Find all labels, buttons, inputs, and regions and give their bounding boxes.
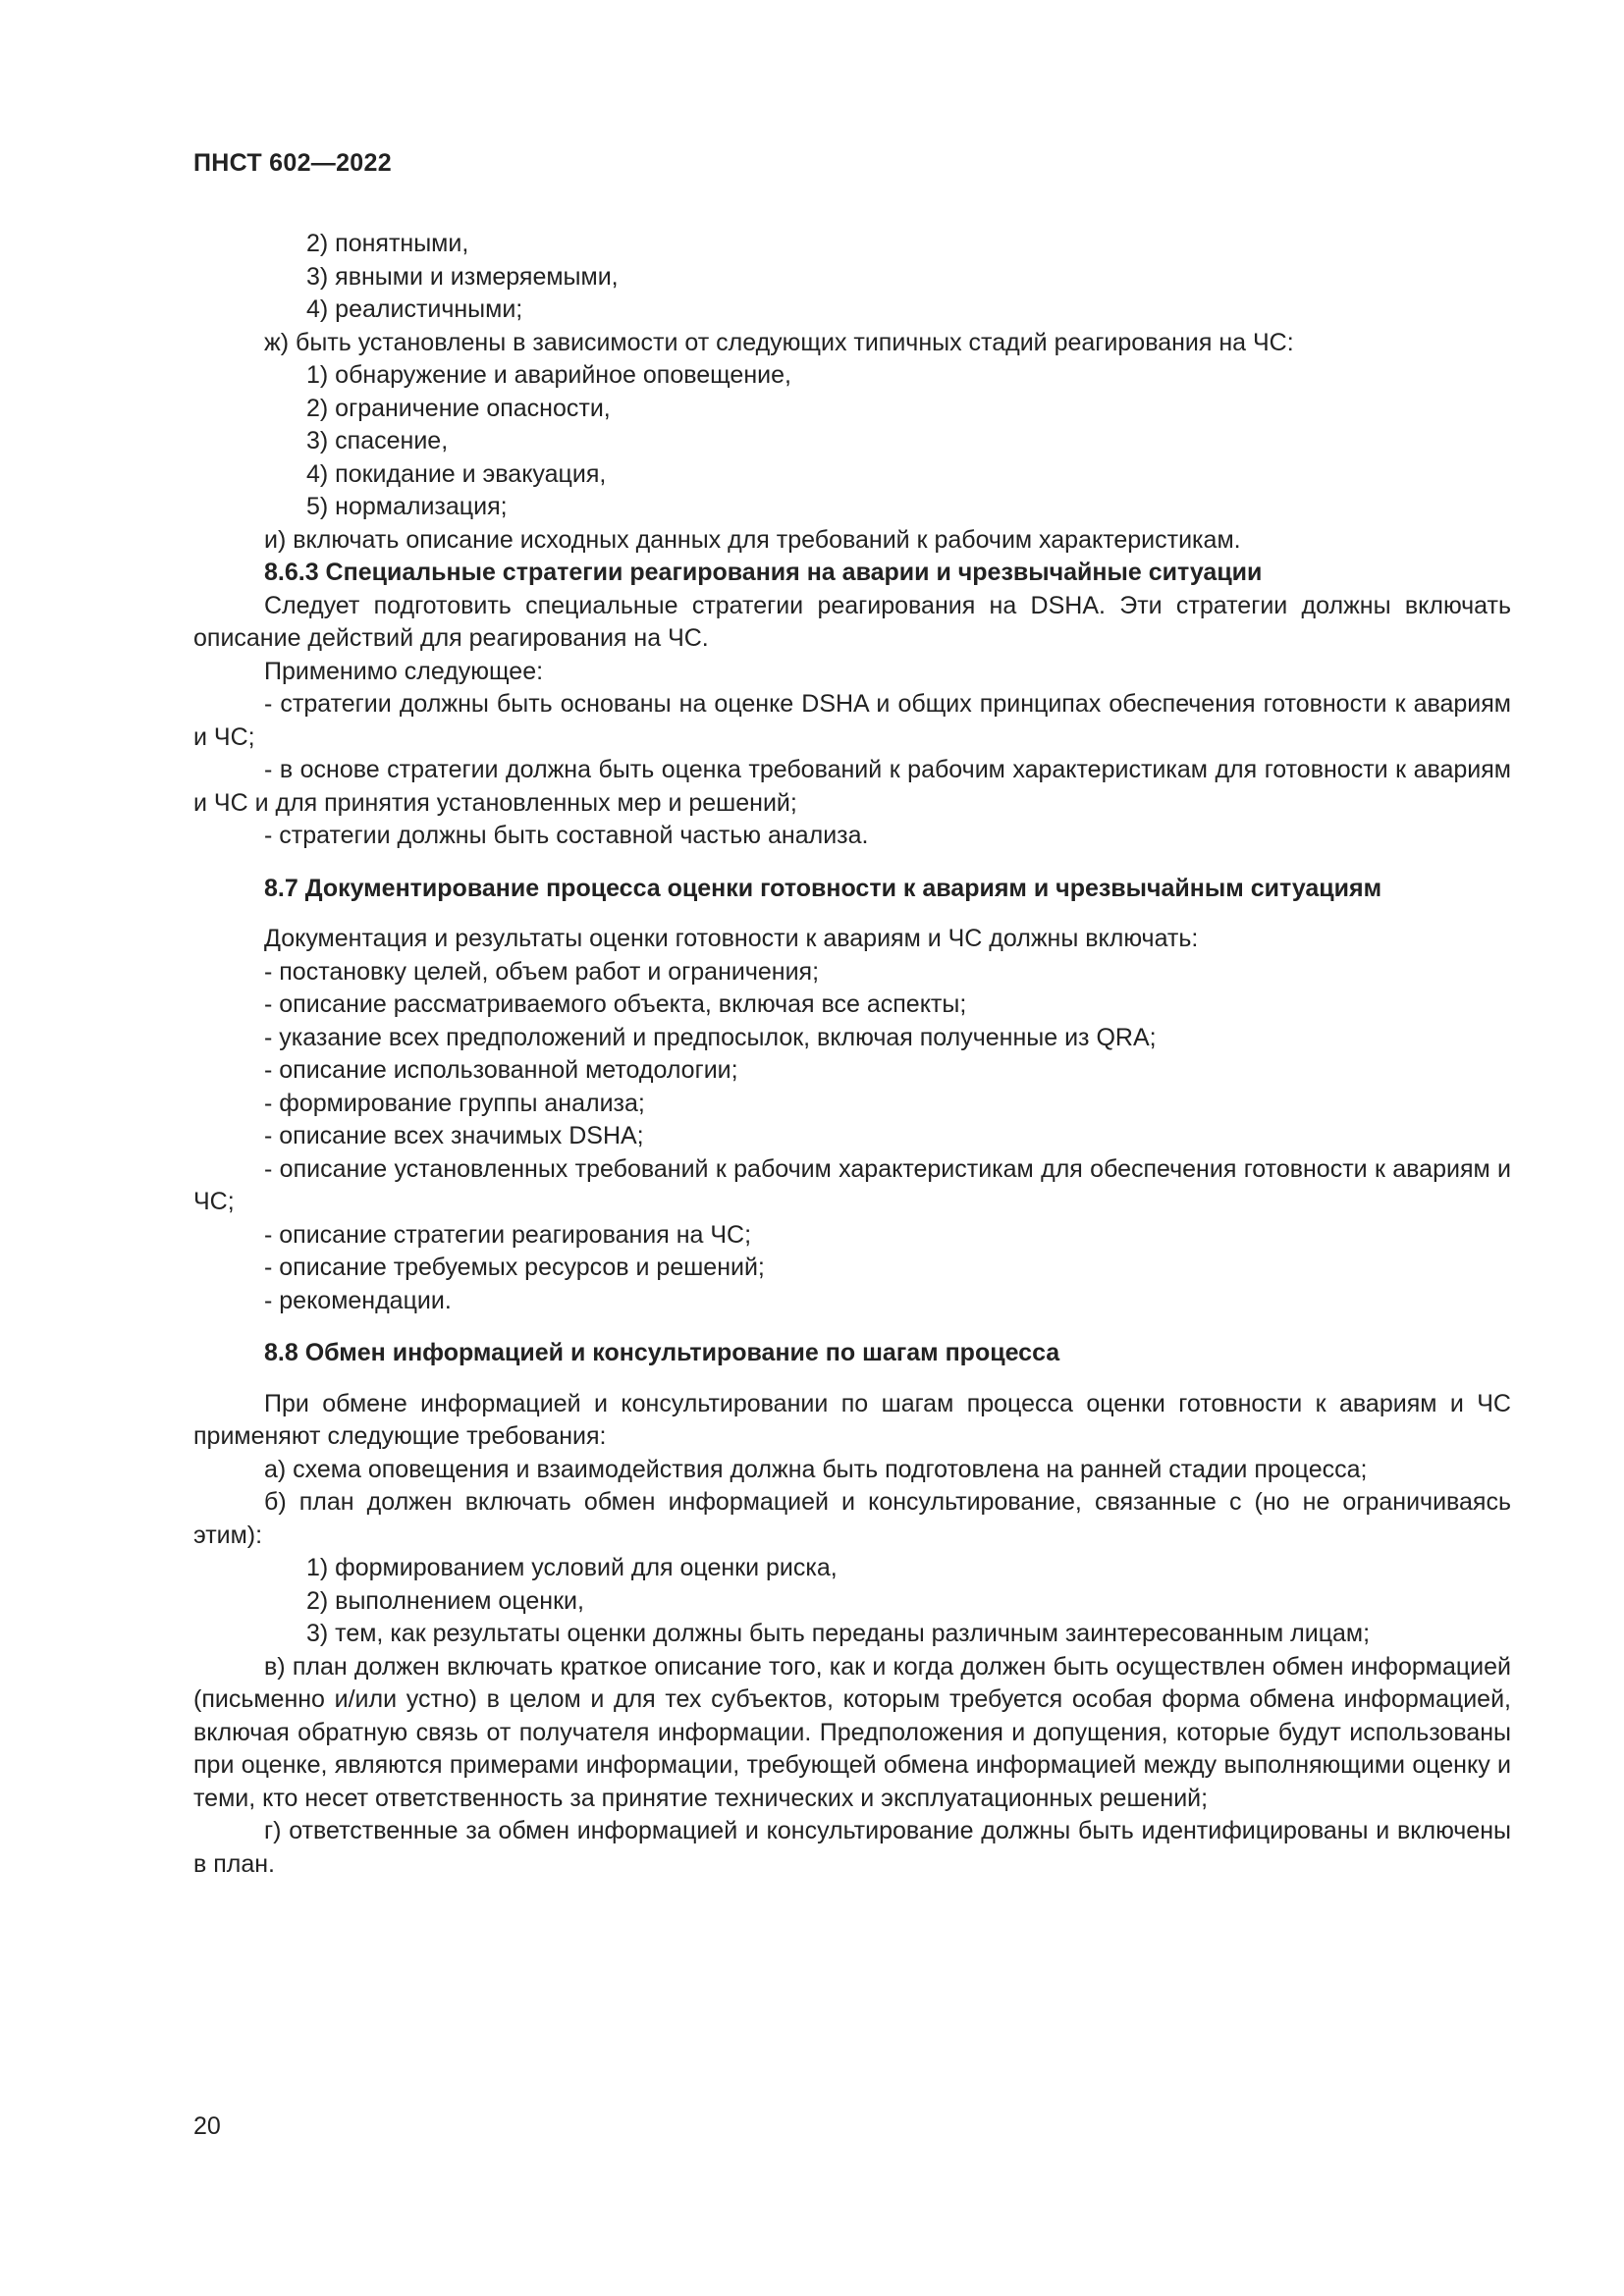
- list-item: 3) спасение,: [306, 427, 449, 454]
- list-item: 1) обнаружение и аварийное оповещение,: [306, 361, 791, 389]
- paragraph: При обмене информацией и консультировании по шагам процесса оценки готовности к авариям и ЧС применяют следующие требования:: [193, 1389, 1511, 1450]
- list-item: 3) явными и измеряемыми,: [306, 262, 619, 291]
- section-heading-8-7: 8.7 Документирование процесса оценки готовности к авариям и чрезвычайным ситуациям: [264, 874, 1382, 902]
- dash-list-item: - формирование группы анализа;: [264, 1089, 645, 1117]
- list-item: 3) тем, как результаты оценки должны быть переданы различным заинтересованным лицам;: [306, 1620, 1371, 1647]
- dash-list-item: - описание требуемых ресурсов и решений;: [264, 1254, 765, 1281]
- dash-list-item: - описание стратегии реагирования на ЧС;: [264, 1220, 752, 1249]
- page-number: 20: [193, 2112, 221, 2140]
- dash-list-item: - указание всех предположений и предпосылок, включая полученные из QRA;: [264, 1023, 1157, 1051]
- list-item: ж) быть установлены в зависимости от следующих типичных стадий реагирования на ЧС:: [264, 328, 1294, 356]
- list-item: 4) покидание и эвакуация,: [306, 459, 607, 488]
- paragraph: Документация и результаты оценки готовности к авариям и ЧС должны включать:: [264, 925, 1199, 952]
- list-item: а) схема оповещения и взаимодействия должна быть подготовлена на ранней стадии процесса;: [264, 1455, 1368, 1483]
- list-item: б) план должен включать обмен информацией и консультирование, связанные с (но не ограничиваясь этим):: [193, 1488, 1511, 1549]
- dash-list-item: - в основе стратегии должна быть оценка требований к рабочим характеристикам для готовности к авариям и ЧС и для принятия установленных мер и решений;: [193, 756, 1511, 817]
- dash-list-item: - описание всех значимых DSHA;: [264, 1122, 644, 1149]
- list-item: 4) реалистичными;: [306, 295, 523, 323]
- list-item: в) план должен включать краткое описание того, как и когда должен быть осуществлен обмен информацией (письменно и/или устно) в целом и для тех субъектов, которым требуется особая форма обмена информацией, включая обратную связь от получателя информации. Предположения и допущения, которые будут использованы при оценке, являются примерами информации, требующей обмена информацией между выполняющими оценку и теми, кто несет ответственность за принятие технических и эксплуатационных решений;: [193, 1652, 1511, 1812]
- list-item: 2) выполнением оценки,: [306, 1586, 584, 1615]
- list-item: 2) понятными,: [306, 230, 469, 257]
- dash-list-item: - описание рассматриваемого объекта, включая все аспекты;: [264, 990, 967, 1018]
- dash-list-item: - стратегии должны быть основаны на оценке DSHA и общих принципах обеспечения готовности к авариям и ЧС;: [193, 690, 1511, 751]
- section-heading-8-8: 8.8 Обмен информацией и консультирование по шагам процесса: [264, 1339, 1060, 1366]
- list-item: г) ответственные за обмен информацией и консультирование должны быть идентифицированы и включены в план.: [193, 1817, 1511, 1878]
- dash-list-item: - постановку целей, объем работ и ограничения;: [264, 957, 820, 986]
- dash-list-item: - описание использованной методологии;: [264, 1056, 738, 1084]
- document-body: [193, 228, 1511, 1881]
- list-item: 2) ограничение опасности,: [306, 394, 611, 422]
- dash-list-item: - описание установленных требований к рабочим характеристикам для обеспечения готовности к авариям и ЧС;: [193, 1154, 1511, 1215]
- dash-list-item: - рекомендации.: [264, 1286, 452, 1314]
- dash-list-item: - стратегии должны быть составной частью анализа.: [264, 822, 869, 849]
- list-item: и) включать описание исходных данных для требований к рабочим характеристикам.: [264, 525, 1241, 554]
- paragraph: Применимо следующее:: [264, 657, 544, 685]
- section-heading-8-6-3: 8.6.3 Специальные стратегии реагирования на аварии и чрезвычайные ситуации: [264, 559, 1263, 586]
- list-item: 5) нормализация;: [306, 493, 508, 520]
- document-code: ПНСТ 602—2022: [193, 149, 392, 177]
- list-item: 1) формированием условий для оценки риска,: [306, 1554, 838, 1581]
- paragraph: Следует подготовить специальные стратегии реагирования на DSHA. Эти стратегии должны включать описание действий для реагирования на ЧС.: [193, 591, 1511, 652]
